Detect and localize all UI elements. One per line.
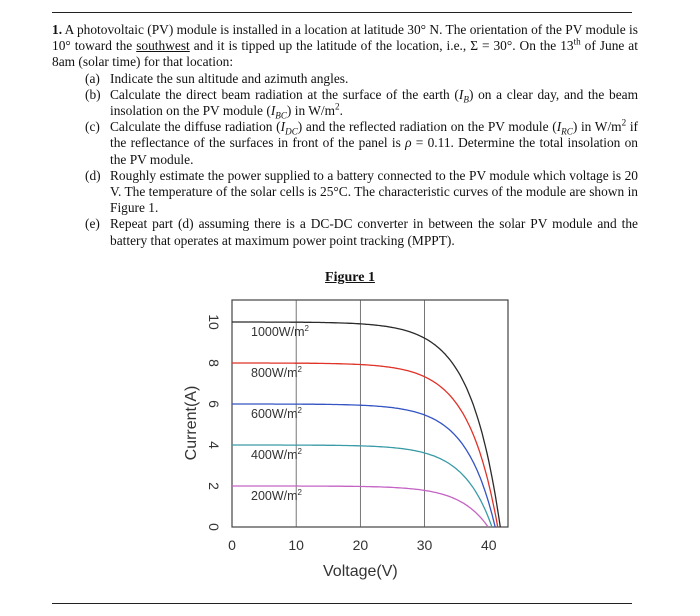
y-tick-label: 2 — [206, 482, 222, 490]
curve-label: $1000W/m^2$ — [251, 324, 309, 339]
question-part-label: (b) — [85, 86, 101, 102]
x-axis-label: Voltage(V) — [323, 563, 398, 580]
iv-curve-line — [232, 404, 495, 527]
x-tick-label: 30 — [416, 537, 433, 553]
curve-label: $600W/m^2$ — [251, 406, 302, 421]
figure-title: Figure 1 — [325, 270, 375, 285]
y-axis-label: Current(A) — [183, 385, 200, 461]
question-part-label: (d) — [85, 167, 101, 183]
problem-number: 1. — [52, 22, 63, 37]
question-part-label: (a) — [85, 70, 100, 86]
question-part-label: (c) — [85, 119, 100, 135]
y-tick-label: 0 — [206, 523, 222, 531]
x-tick-label: 40 — [480, 537, 497, 553]
question-part: (d) Roughly estimate the power supplied to a battery connected to the PV module which voltage is 20 V. The temperature of the solar cells is 25°C. The characteristic curves of the module are shown in Figure 1. — [85, 167, 638, 216]
question-part: (e) Repeat part (d) assuming there is a DC-DC converter in between the solar PV module and the battery that operates at maximum power point tracking (MPPT). — [85, 216, 638, 248]
y-tick-label: 4 — [206, 441, 222, 449]
curve-label: $400W/m^2$ — [251, 447, 302, 462]
x-tick-label: 10 — [288, 537, 304, 553]
problem-intro: 1. A photovoltaic (PV) module is installed in a location at latitude 30° N. The orientation of the PV module is 10° toward the southwest and it is tipped up the latitude of the location, i.e., Σ = 30°. On the 13th of June at 8am (solar time) for that location: — [52, 22, 638, 70]
curve-label: $200W/m^2$ — [251, 488, 302, 503]
y-tick-label: 8 — [206, 359, 222, 367]
bottom-rule — [52, 603, 632, 604]
question-part: (a) Indicate the sun altitude and azimuth angles. — [85, 70, 349, 86]
y-tick-label: 10 — [206, 314, 222, 330]
question-part: (b) Calculate the direct beam radiation at the surface of the earth $(I_B)$ on a clear day, and the beam insolation on the PV module $(I_{BC})$ in $W/m^2$. — [85, 86, 638, 121]
question-part-label: (e) — [85, 216, 100, 232]
question-part: (c) Calculate the diffuse radiation $(I_{DC})$ and the reflected radiation on the PV module $(I_{RC})$ in $W/m^2$ if the reflectance of the surfaces in front of the panel is ρ = 0.11. Determine the total insolation on the PV module. — [85, 117, 638, 167]
x-tick-label: 0 — [228, 537, 236, 553]
curve-label: $800W/m^2$ — [251, 365, 302, 380]
x-tick-label: 20 — [352, 537, 369, 553]
y-tick-label: 6 — [206, 400, 222, 408]
